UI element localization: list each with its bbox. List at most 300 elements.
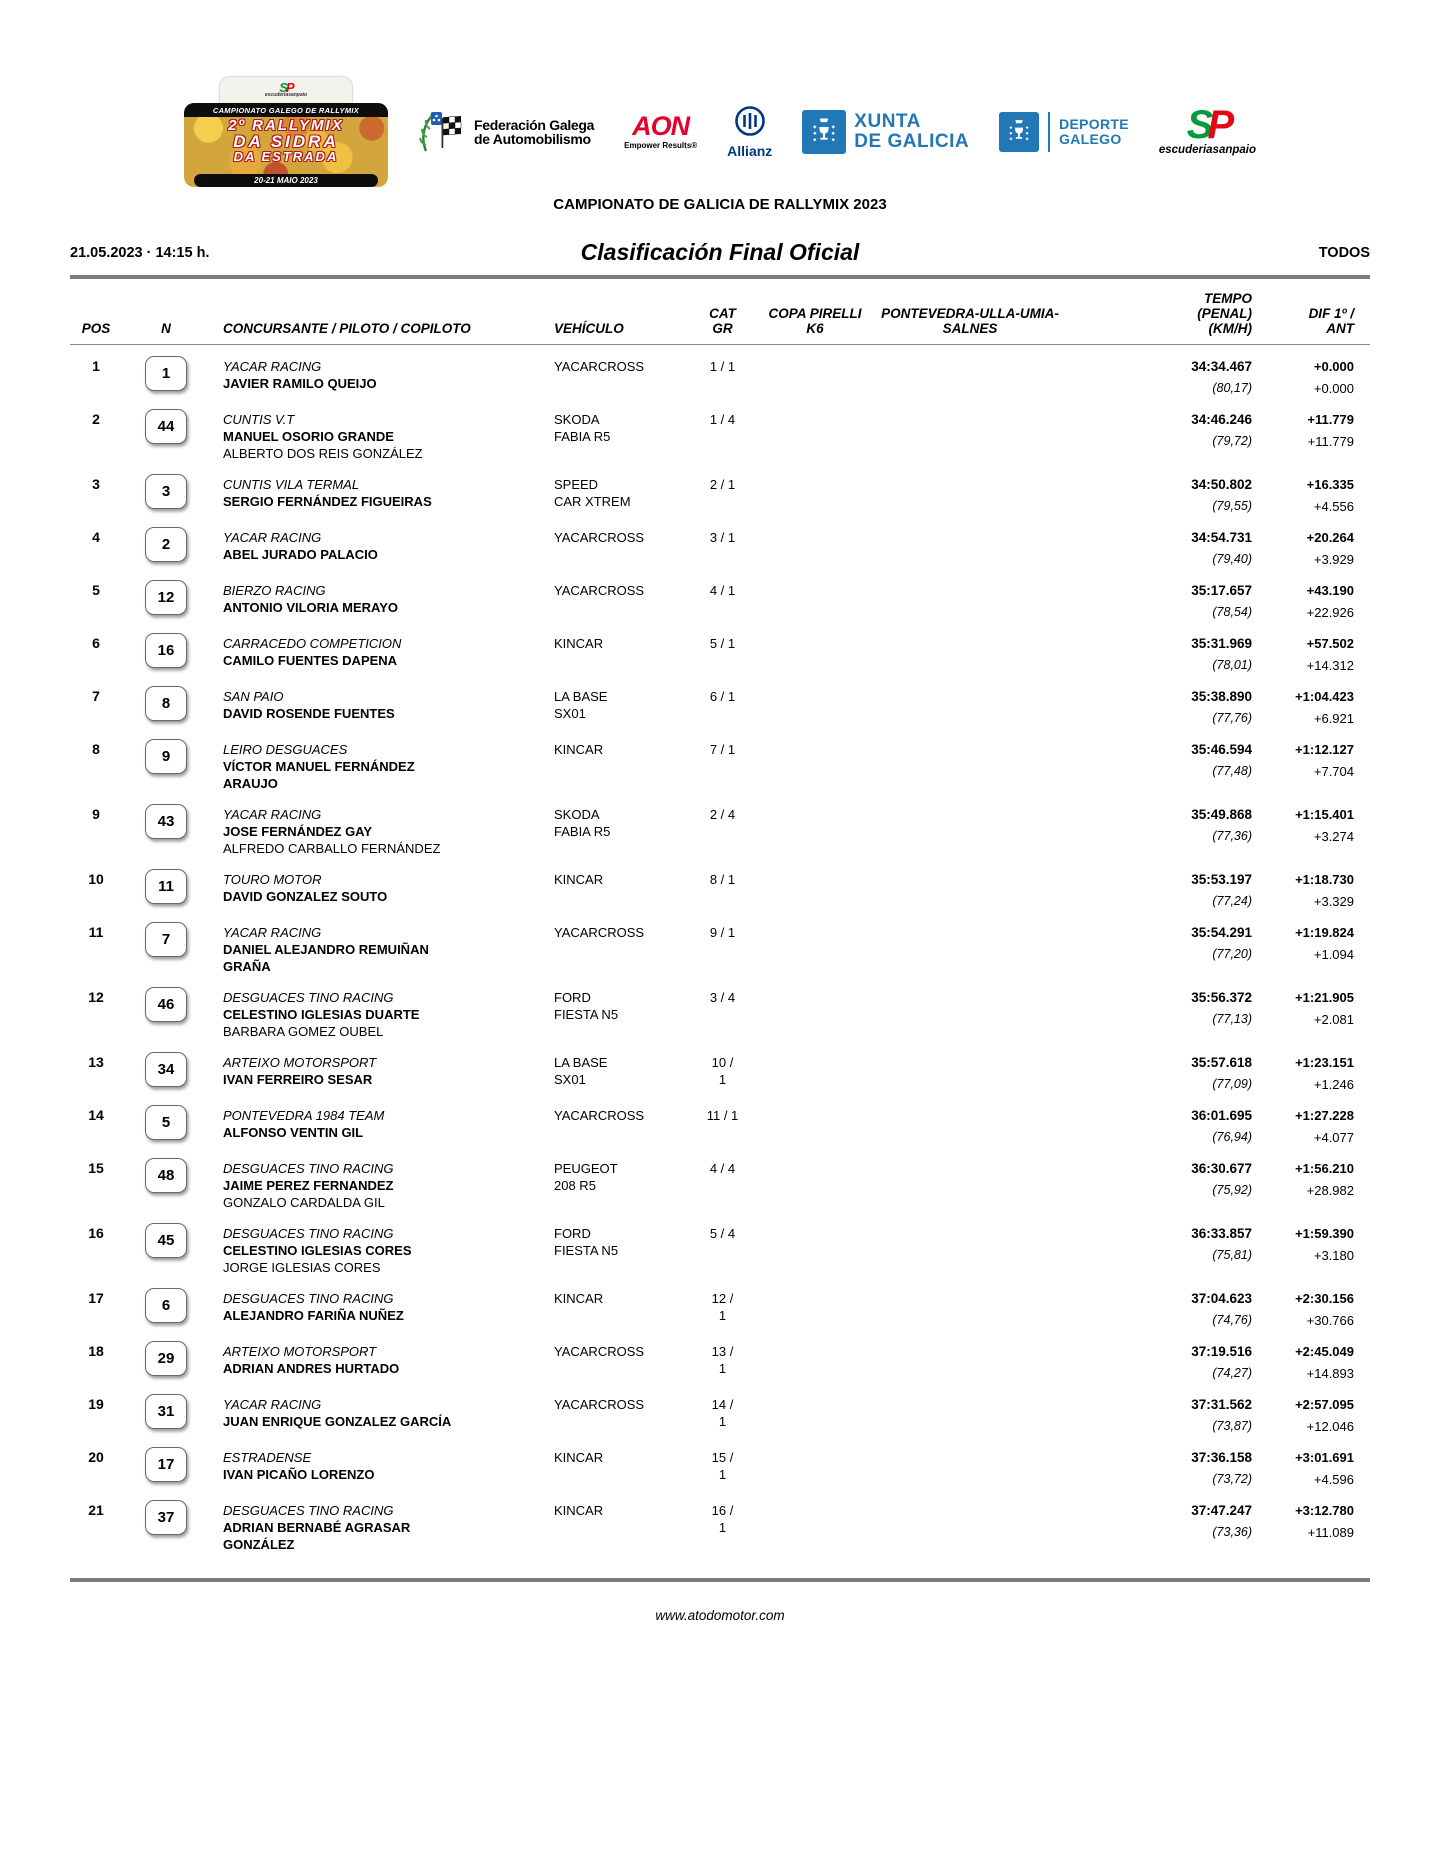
car-number: 31	[157, 1403, 175, 1420]
driver-name: JAIME PEREZ FERNANDEZ	[223, 1178, 394, 1193]
cat-gr-value: 4 / 1	[709, 583, 736, 598]
aon-logo	[624, 111, 698, 150]
zona-cell	[870, 1489, 1070, 1569]
diff-to-previous: +12.046	[1306, 1419, 1354, 1434]
car-number: 5	[161, 1114, 171, 1131]
copa-pirelli-cell	[760, 976, 870, 1041]
diff-to-first: +1:59.390	[1295, 1226, 1354, 1241]
driver-name: SERGIO FERNÁNDEZ FIGUEIRAS	[223, 494, 432, 509]
car-number: 46	[157, 996, 175, 1013]
total-time: 37:47.247	[1191, 1503, 1252, 1518]
team-name: YACAR RACING	[223, 359, 322, 374]
zona-cell	[870, 1277, 1070, 1330]
diff-to-previous: +11.779	[1307, 434, 1354, 449]
copa-pirelli-cell	[760, 675, 870, 728]
zona-cell	[870, 463, 1070, 516]
total-time: 35:53.197	[1191, 872, 1252, 887]
cat-gr-value: 8 / 1	[709, 872, 736, 887]
team-name: YACAR RACING	[223, 925, 322, 940]
codriver-name: ALFREDO CARBALLO FERNÁNDEZ	[223, 841, 441, 856]
diff-to-previous: +14.893	[1306, 1366, 1354, 1381]
rally-plate-title-line1: 2º RALLYMIX	[228, 117, 344, 134]
car-number-plate	[145, 1341, 187, 1376]
position-value: 1	[92, 358, 100, 374]
total-time: 37:36.158	[1191, 1450, 1252, 1465]
copa-pirelli-cell	[760, 398, 870, 463]
total-time: 35:17.657	[1191, 583, 1252, 598]
team-name: ARTEIXO MOTORSPORT	[223, 1055, 377, 1070]
header-concursante: CONCURSANTE / PILOTO / COPILOTO	[223, 321, 471, 336]
total-time: 34:50.802	[1191, 477, 1252, 492]
diff-to-first: +1:19.824	[1295, 925, 1354, 940]
sp-mark-icon: SP	[1186, 103, 1229, 147]
zona-cell	[870, 858, 1070, 911]
zona-cell	[870, 1094, 1070, 1147]
copa-pirelli-cell	[760, 793, 870, 858]
copa-pirelli-cell	[760, 911, 870, 976]
rally-plate-club-tab	[220, 77, 352, 103]
diff-to-first: +1:27.228	[1295, 1108, 1354, 1123]
copa-pirelli-cell	[760, 1436, 870, 1489]
table-row	[70, 858, 1370, 911]
vehicle-make: SKODA	[554, 807, 600, 822]
car-number-plate	[145, 527, 187, 562]
driver-name: DAVID ROSENDE FUENTES	[223, 706, 395, 721]
driver-name: JUAN ENRIQUE GONZALEZ GARCÍA	[223, 1414, 452, 1429]
avg-speed: (73,72)	[1212, 1472, 1252, 1486]
zona-cell	[870, 911, 1070, 976]
diff-to-previous: +3.274	[1313, 829, 1354, 844]
codriver-name: ALBERTO DOS REIS GONZÁLEZ	[223, 446, 423, 461]
table-row	[70, 1330, 1370, 1383]
vehicle-make: KINCAR	[554, 1450, 604, 1465]
diff-to-first: +3:01.691	[1295, 1450, 1354, 1465]
diff-to-first: +57.502	[1306, 636, 1354, 651]
federacion-text-line2: de Automobilismo	[473, 131, 591, 147]
deporte-text-line2: GALEGO	[1059, 131, 1122, 147]
cat-gr-value: 2 / 4	[709, 807, 736, 822]
header-zona: PONTEVEDRA-ULLA-UMIA- SALNES	[870, 279, 1070, 345]
table-row	[70, 1277, 1370, 1330]
car-number-plate	[145, 1158, 187, 1193]
table-row	[70, 1041, 1370, 1094]
diff-to-previous: +3.180	[1313, 1248, 1354, 1263]
avg-speed: (80,17)	[1212, 381, 1252, 395]
car-number: 44	[157, 418, 175, 435]
car-number-plate	[145, 686, 187, 721]
position-value: 3	[92, 476, 100, 492]
car-number-plate	[145, 739, 187, 774]
total-time: 37:04.623	[1191, 1291, 1252, 1306]
driver-name: IVAN FERREIRO SESAR	[223, 1072, 373, 1087]
zona-cell	[870, 398, 1070, 463]
team-name: LEIRO DESGUACES	[223, 742, 348, 757]
diff-to-first: +1:56.210	[1295, 1161, 1354, 1176]
avg-speed: (75,81)	[1212, 1248, 1252, 1262]
zona-cell	[870, 1436, 1070, 1489]
table-row	[70, 622, 1370, 675]
team-name: TOURO MOTOR	[223, 872, 322, 887]
cat-gr-value: 4 / 4	[709, 1161, 736, 1176]
table-row	[70, 1489, 1370, 1569]
results-body	[70, 345, 1370, 1570]
total-time: 35:38.890	[1191, 689, 1252, 704]
diff-to-previous: +28.982	[1306, 1183, 1354, 1198]
diff-to-previous: +6.921	[1313, 711, 1354, 726]
zona-cell	[870, 1330, 1070, 1383]
team-name: PONTEVEDRA 1984 TEAM	[223, 1108, 385, 1123]
filter-label: TODOS	[1318, 244, 1370, 261]
zona-cell	[870, 1041, 1070, 1094]
cat-gr-value: 15 /	[711, 1450, 734, 1465]
car-number: 7	[161, 931, 171, 948]
avg-speed: (77,76)	[1212, 711, 1252, 725]
diff-to-first: +16.335	[1306, 477, 1354, 492]
total-time: 35:49.868	[1191, 807, 1252, 822]
total-time: 34:34.467	[1191, 359, 1252, 374]
team-name: CUNTIS VILA TERMAL	[223, 477, 360, 492]
position-value: 21	[88, 1502, 104, 1518]
table-row	[70, 1147, 1370, 1212]
driver-name: ADRIAN ANDRES HURTADO	[223, 1361, 400, 1376]
footer-website: www.atodomotor.com	[655, 1608, 785, 1623]
zona-cell	[870, 1147, 1070, 1212]
copa-pirelli-cell	[760, 1212, 870, 1277]
zona-cell	[870, 345, 1070, 399]
position-value: 8	[92, 741, 100, 757]
deporte-divider	[1048, 112, 1050, 152]
zona-cell	[870, 1383, 1070, 1436]
header-logos	[70, 0, 1370, 188]
table-row	[70, 463, 1370, 516]
driver-name: ABEL JURADO PALACIO	[223, 547, 378, 562]
zona-cell	[870, 1212, 1070, 1277]
table-row	[70, 398, 1370, 463]
deporte-emblem-icon	[999, 112, 1039, 152]
avg-speed: (76,94)	[1212, 1130, 1252, 1144]
position-value: 9	[92, 806, 100, 822]
cat-gr-value: 9 / 1	[709, 925, 736, 940]
championship-title: CAMPIONATO DE GALICIA DE RALLYMIX 2023	[553, 196, 887, 213]
header-pos: POS	[81, 321, 111, 336]
car-number: 3	[161, 483, 171, 500]
copa-pirelli-cell	[760, 1330, 870, 1383]
total-time: 34:54.731	[1191, 530, 1252, 545]
total-time: 36:33.857	[1191, 1226, 1252, 1241]
allianz-eagle-icon	[734, 124, 766, 141]
diff-to-first: +1:18.730	[1295, 872, 1354, 887]
zona-cell	[870, 569, 1070, 622]
vehicle-model: FABIA R5	[554, 824, 611, 839]
cat-gr-value: 7 / 1	[709, 742, 736, 757]
team-name: BIERZO RACING	[223, 583, 326, 598]
vehicle-make: KINCAR	[554, 636, 604, 651]
total-time: 36:01.695	[1191, 1108, 1252, 1123]
team-name: DESGUACES TINO RACING	[223, 990, 394, 1005]
total-time: 34:46.246	[1191, 412, 1252, 427]
position-value: 15	[88, 1160, 104, 1176]
cat-gr-value-line2: 1	[718, 1072, 727, 1087]
team-name: YACAR RACING	[223, 1397, 322, 1412]
car-number-plate	[145, 356, 187, 391]
avg-speed: (77,13)	[1212, 1012, 1252, 1026]
table-row	[70, 728, 1370, 793]
table-row	[70, 793, 1370, 858]
header-vehiculo: VEHÍCULO	[554, 321, 624, 336]
diff-to-previous: +3.329	[1313, 894, 1354, 909]
diff-to-previous: +0.000	[1313, 381, 1354, 396]
cat-gr-value: 1 / 1	[709, 359, 736, 374]
team-name: SAN PAIO	[223, 689, 284, 704]
table-row	[70, 345, 1370, 399]
zona-cell	[870, 976, 1070, 1041]
cat-gr-value: 12 /	[711, 1291, 734, 1306]
car-number: 29	[157, 1350, 175, 1367]
position-value: 11	[88, 924, 104, 940]
driver-name: CELESTINO IGLESIAS DUARTE	[223, 1007, 420, 1022]
total-time: 35:54.291	[1191, 925, 1252, 940]
diff-to-previous: +7.704	[1313, 764, 1354, 779]
diff-to-previous: +4.556	[1313, 499, 1354, 514]
codriver-name: GONZALO CARDALDA GIL	[223, 1195, 385, 1210]
car-number-plate	[145, 987, 187, 1022]
cat-gr-value: 13 /	[711, 1344, 734, 1359]
vehicle-model: FABIA R5	[554, 429, 611, 444]
diff-to-previous: +2.081	[1313, 1012, 1354, 1027]
header-dif: DIF 1º / ANT	[1260, 279, 1370, 345]
table-row	[70, 976, 1370, 1041]
diff-to-first: +2:57.095	[1295, 1397, 1354, 1412]
table-row	[70, 569, 1370, 622]
rally-plate-title-line3: DA ESTRADA	[233, 149, 339, 164]
team-name: ARTEIXO MOTORSPORT	[223, 1344, 377, 1359]
cat-gr-value-line2: 1	[718, 1308, 727, 1323]
vehicle-make: KINCAR	[554, 1503, 604, 1518]
car-number-plate	[145, 580, 187, 615]
team-name: CARRACEDO COMPETICION	[223, 636, 402, 651]
vehicle-make: FORD	[554, 1226, 591, 1241]
vehicle-make: KINCAR	[554, 742, 604, 757]
position-value: 12	[88, 989, 104, 1005]
diff-to-first: +43.190	[1306, 583, 1354, 598]
cat-gr-value: 1 / 4	[709, 412, 736, 427]
cat-gr-value: 11 / 1	[706, 1108, 739, 1123]
cat-gr-value: 3 / 1	[709, 530, 736, 545]
vehicle-model: SX01	[554, 706, 586, 721]
cat-gr-value: 6 / 1	[709, 689, 736, 704]
car-number: 43	[157, 813, 175, 830]
team-name: CUNTIS V.T	[223, 412, 295, 427]
driver-name: ANTONIO VILORIA MERAYO	[223, 600, 399, 615]
zona-cell	[870, 675, 1070, 728]
team-name: DESGUACES TINO RACING	[223, 1503, 394, 1518]
total-time: 35:56.372	[1191, 990, 1252, 1005]
driver-name: DAVID GONZALEZ SOUTO	[223, 889, 388, 904]
diff-to-first: +0.000	[1313, 359, 1354, 374]
avg-speed: (77,20)	[1212, 947, 1252, 961]
vehicle-make: LA BASE	[554, 1055, 608, 1070]
position-value: 5	[92, 582, 100, 598]
allianz-logo	[727, 105, 772, 159]
avg-speed: (77,36)	[1212, 829, 1252, 843]
avg-speed: (77,24)	[1212, 894, 1252, 908]
copa-pirelli-cell	[760, 463, 870, 516]
position-value: 17	[88, 1290, 104, 1306]
vehicle-make: YACARCROSS	[554, 359, 645, 374]
driver-name: CAMILO FUENTES DAPENA	[223, 653, 398, 668]
diff-to-previous: +11.089	[1307, 1525, 1354, 1540]
cat-gr-value: 2 / 1	[709, 477, 736, 492]
vehicle-model: FIESTA N5	[554, 1007, 619, 1022]
cat-gr-value: 5 / 4	[709, 1226, 736, 1241]
vehicle-model: FIESTA N5	[554, 1243, 619, 1258]
avg-speed: (77,09)	[1212, 1077, 1252, 1091]
cat-gr-value: 10 /	[711, 1055, 734, 1070]
car-number: 12	[157, 589, 175, 606]
total-time: 37:19.516	[1191, 1344, 1252, 1359]
position-value: 4	[92, 529, 100, 545]
xunta-emblem-icon	[802, 110, 846, 154]
copa-pirelli-cell	[760, 1041, 870, 1094]
car-number: 2	[161, 536, 171, 553]
xunta-text-line2: DE GALICIA	[854, 131, 970, 152]
car-number-plate	[145, 409, 187, 444]
results-table	[70, 279, 1370, 1569]
team-name: YACAR RACING	[223, 530, 322, 545]
header-cat-gr: CAT GR	[685, 279, 760, 345]
car-number-plate	[145, 1052, 187, 1087]
cat-gr-value-line2: 1	[718, 1414, 727, 1429]
rally-plate-championship-band: CAMPIONATO GALEGO DE RALLYMIX	[184, 103, 388, 117]
diff-to-previous: +22.926	[1306, 605, 1354, 620]
avg-speed: (78,54)	[1212, 605, 1252, 619]
allianz-wordmark: Allianz	[727, 143, 773, 159]
document-datetime: 21.05.2023 · 14:15 h.	[70, 244, 210, 261]
car-number-plate	[145, 1288, 187, 1323]
car-number: 37	[157, 1509, 175, 1526]
car-number: 45	[157, 1232, 175, 1249]
escuderia-sanpaio-mini-icon: SP	[279, 80, 293, 95]
table-row	[70, 516, 1370, 569]
driver-name: ADRIAN BERNABÉ AGRASAR GONZÁLEZ	[223, 1520, 411, 1552]
copa-pirelli-cell	[760, 858, 870, 911]
copa-pirelli-cell	[760, 1277, 870, 1330]
vehicle-make: YACARCROSS	[554, 530, 645, 545]
cat-gr-value: 16 /	[711, 1503, 734, 1518]
team-name: YACAR RACING	[223, 807, 322, 822]
driver-name: ALFONSO VENTIN GIL	[223, 1125, 364, 1140]
driver-name: VÍCTOR MANUEL FERNÁNDEZ ARAUJO	[223, 759, 415, 791]
car-number-plate	[145, 804, 187, 839]
codriver-name: BARBARA GOMEZ OUBEL	[223, 1024, 384, 1039]
page-title: Clasificación Final Oficial	[580, 239, 860, 265]
diff-to-first: +2:45.049	[1295, 1344, 1354, 1359]
driver-name: JAVIER RAMILO QUEIJO	[223, 376, 377, 391]
position-value: 13	[88, 1054, 104, 1070]
position-value: 20	[88, 1449, 104, 1465]
avg-speed: (73,36)	[1212, 1525, 1252, 1539]
escuderia-sanpaio-logo	[1158, 103, 1257, 156]
vehicle-make: PEUGEOT	[554, 1161, 618, 1176]
car-number: 17	[157, 1456, 175, 1473]
avg-speed: (79,72)	[1212, 434, 1252, 448]
vehicle-make: SPEED	[554, 477, 599, 492]
header-tempo: TEMPO (PENAL) (KM/H)	[1070, 279, 1260, 345]
avg-speed: (79,40)	[1212, 552, 1252, 566]
results-header	[70, 279, 1370, 345]
total-time: 35:57.618	[1191, 1055, 1252, 1070]
federacion-galega-logo	[418, 107, 594, 158]
diff-to-previous: +3.929	[1313, 552, 1354, 567]
car-number: 1	[161, 365, 171, 382]
diff-to-previous: +30.766	[1306, 1313, 1354, 1328]
header-copa-pirelli: COPA PIRELLI K6	[760, 279, 870, 345]
copa-pirelli-cell	[760, 1147, 870, 1212]
copa-pirelli-cell	[760, 516, 870, 569]
diff-to-previous: +1.094	[1313, 947, 1354, 962]
position-value: 10	[88, 871, 104, 887]
car-number-plate	[145, 1447, 187, 1482]
car-number-plate	[145, 1105, 187, 1140]
car-number: 6	[161, 1297, 171, 1314]
deporte-galego-logo	[999, 112, 1129, 152]
rally-plate-dates: 20-21 MAIO 2023	[194, 174, 378, 187]
driver-name: CELESTINO IGLESIAS CORES	[223, 1243, 412, 1258]
driver-name: JOSE FERNÁNDEZ GAY	[223, 824, 373, 839]
xunta-text-line1: XUNTA	[854, 111, 921, 132]
copa-pirelli-cell	[760, 1383, 870, 1436]
copa-pirelli-cell	[760, 569, 870, 622]
vehicle-make: YACARCROSS	[554, 1344, 645, 1359]
position-value: 16	[88, 1225, 104, 1241]
diff-to-first: +20.264	[1306, 530, 1354, 545]
car-number: 9	[161, 748, 171, 765]
driver-name: DANIEL ALEJANDRO REMUIÑAN GRAÑA	[223, 942, 429, 974]
vehicle-make: YACARCROSS	[554, 1108, 645, 1123]
car-number-plate	[145, 922, 187, 957]
car-number: 16	[157, 642, 175, 659]
car-number: 8	[161, 695, 171, 712]
total-time: 36:30.677	[1191, 1161, 1252, 1176]
diff-to-previous: +4.077	[1313, 1130, 1354, 1145]
car-number-plate	[145, 1223, 187, 1258]
diff-to-first: +1:21.905	[1295, 990, 1354, 1005]
zona-cell	[870, 793, 1070, 858]
position-value: 18	[88, 1343, 104, 1359]
zona-cell	[870, 728, 1070, 793]
team-name: DESGUACES TINO RACING	[223, 1226, 394, 1241]
car-number: 11	[158, 878, 174, 895]
car-number-plate	[145, 1500, 187, 1535]
avg-speed: (73,87)	[1212, 1419, 1252, 1433]
position-value: 19	[88, 1396, 104, 1412]
vehicle-make: YACARCROSS	[554, 583, 645, 598]
zona-cell	[870, 622, 1070, 675]
vehicle-make: SKODA	[554, 412, 600, 427]
team-name: DESGUACES TINO RACING	[223, 1291, 394, 1306]
vehicle-model: SX01	[554, 1072, 586, 1087]
driver-name: IVAN PICAÑO LORENZO	[223, 1467, 375, 1482]
position-value: 7	[92, 688, 100, 704]
total-time: 35:46.594	[1191, 742, 1252, 757]
driver-name: ALEJANDRO FARIÑA NUÑEZ	[223, 1308, 404, 1323]
vehicle-make: FORD	[554, 990, 591, 1005]
laurel-checkered-flag-icon	[418, 107, 468, 158]
zona-cell	[870, 516, 1070, 569]
driver-name: MANUEL OSORIO GRANDE	[223, 429, 394, 444]
copa-pirelli-cell	[760, 1094, 870, 1147]
avg-speed: (77,48)	[1212, 764, 1252, 778]
